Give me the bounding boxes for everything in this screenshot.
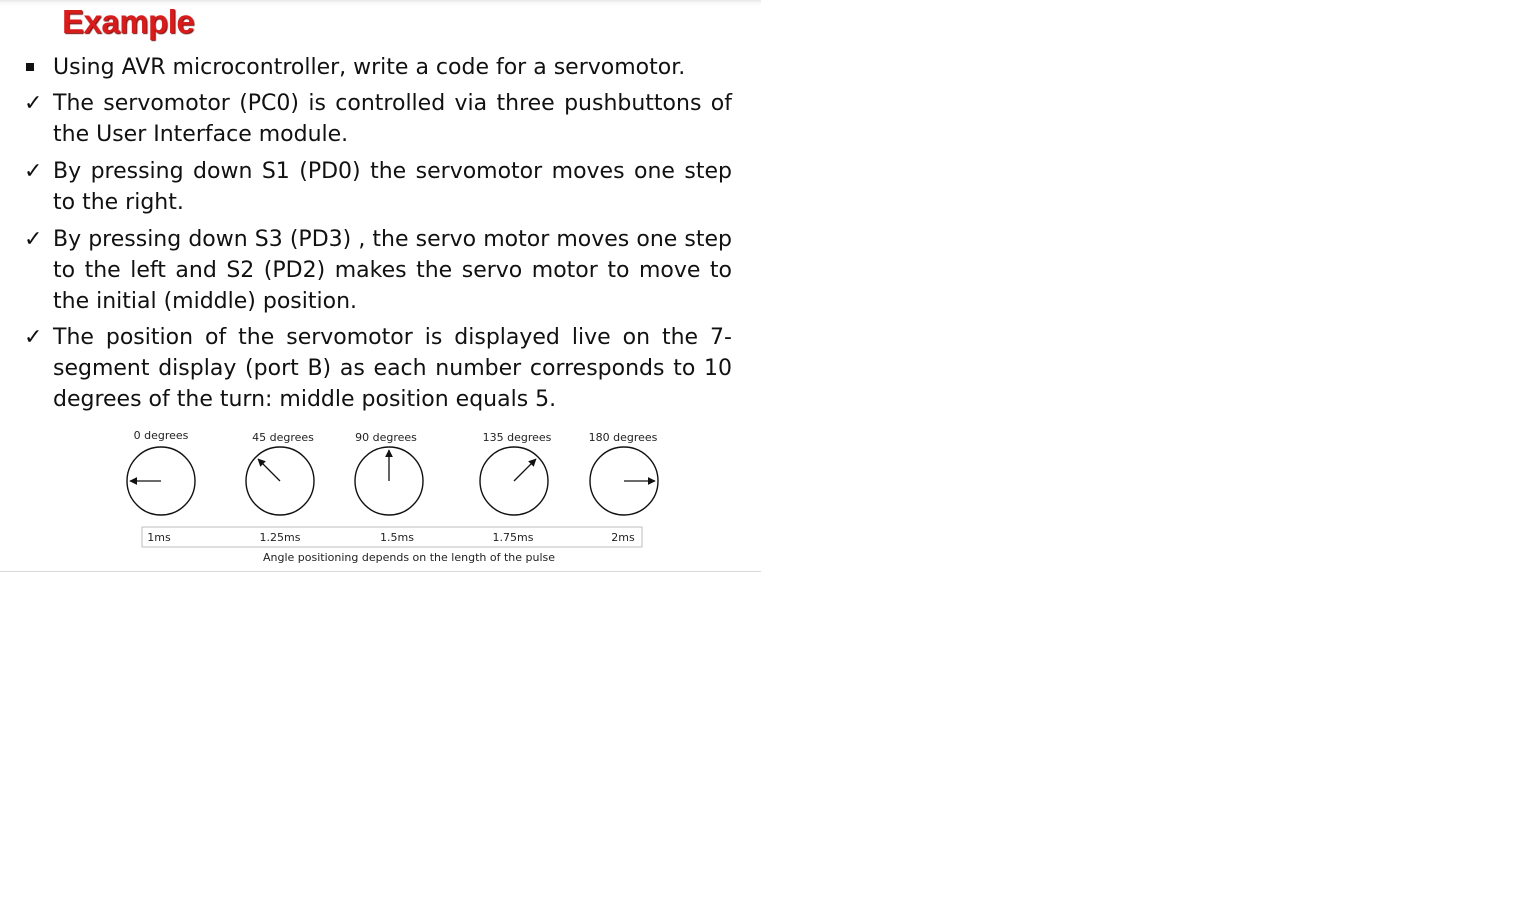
bullet-text: The position of the servomotor is displayed live on the 7-segment display (port B) as each number corresponds to 10 degrees of the turn: middle position equals 5. [53, 325, 732, 412]
pulse-label: 1.5ms [380, 531, 414, 544]
pulse-label: 1ms [147, 531, 171, 544]
checkmark-icon: ✓ [24, 227, 43, 252]
pulse-label: 2ms [611, 531, 635, 544]
pulse-label: 1.75ms [492, 531, 534, 544]
servo-dial [589, 431, 658, 515]
angle-label: 135 degrees [482, 431, 552, 444]
slide-title: Example [62, 3, 195, 40]
bullet-text: By pressing down S1 (PD0) the servomotor moves one step to the right. [53, 159, 732, 215]
dials-layer [127, 429, 658, 515]
figure-caption: Angle positioning depends on the length of the pulse [262, 551, 556, 564]
servo-angle-diagram [0, 420, 761, 570]
servo-dial [246, 431, 314, 515]
angle-label: 90 degrees [355, 431, 417, 444]
angle-label: 0 degrees [133, 429, 189, 442]
checkmark-icon: ✓ [24, 91, 43, 116]
angle-label: 45 degrees [252, 431, 314, 444]
checkmark-icon: ✓ [24, 325, 43, 350]
square-bullet-icon [26, 63, 34, 71]
slide [0, 0, 761, 572]
servo-dial [480, 431, 552, 515]
servo-dial [127, 429, 195, 515]
bullet-text: Using AVR microcontroller, write a code for a servomotor. [53, 55, 686, 80]
servo-dial [355, 431, 423, 515]
bullet-text: By pressing down S3 (PD3) , the servo motor moves one step to the left and S2 (PD2) makes the servo motor to move to the initial (middle) position. [53, 227, 732, 314]
pulse-label: 1.25ms [259, 531, 301, 544]
bullet-text: The servomotor (PC0) is controlled via three pushbuttons of the User Interface module. [53, 91, 732, 147]
checkmark-icon: ✓ [24, 159, 43, 184]
angle-label: 180 degrees [588, 431, 658, 444]
